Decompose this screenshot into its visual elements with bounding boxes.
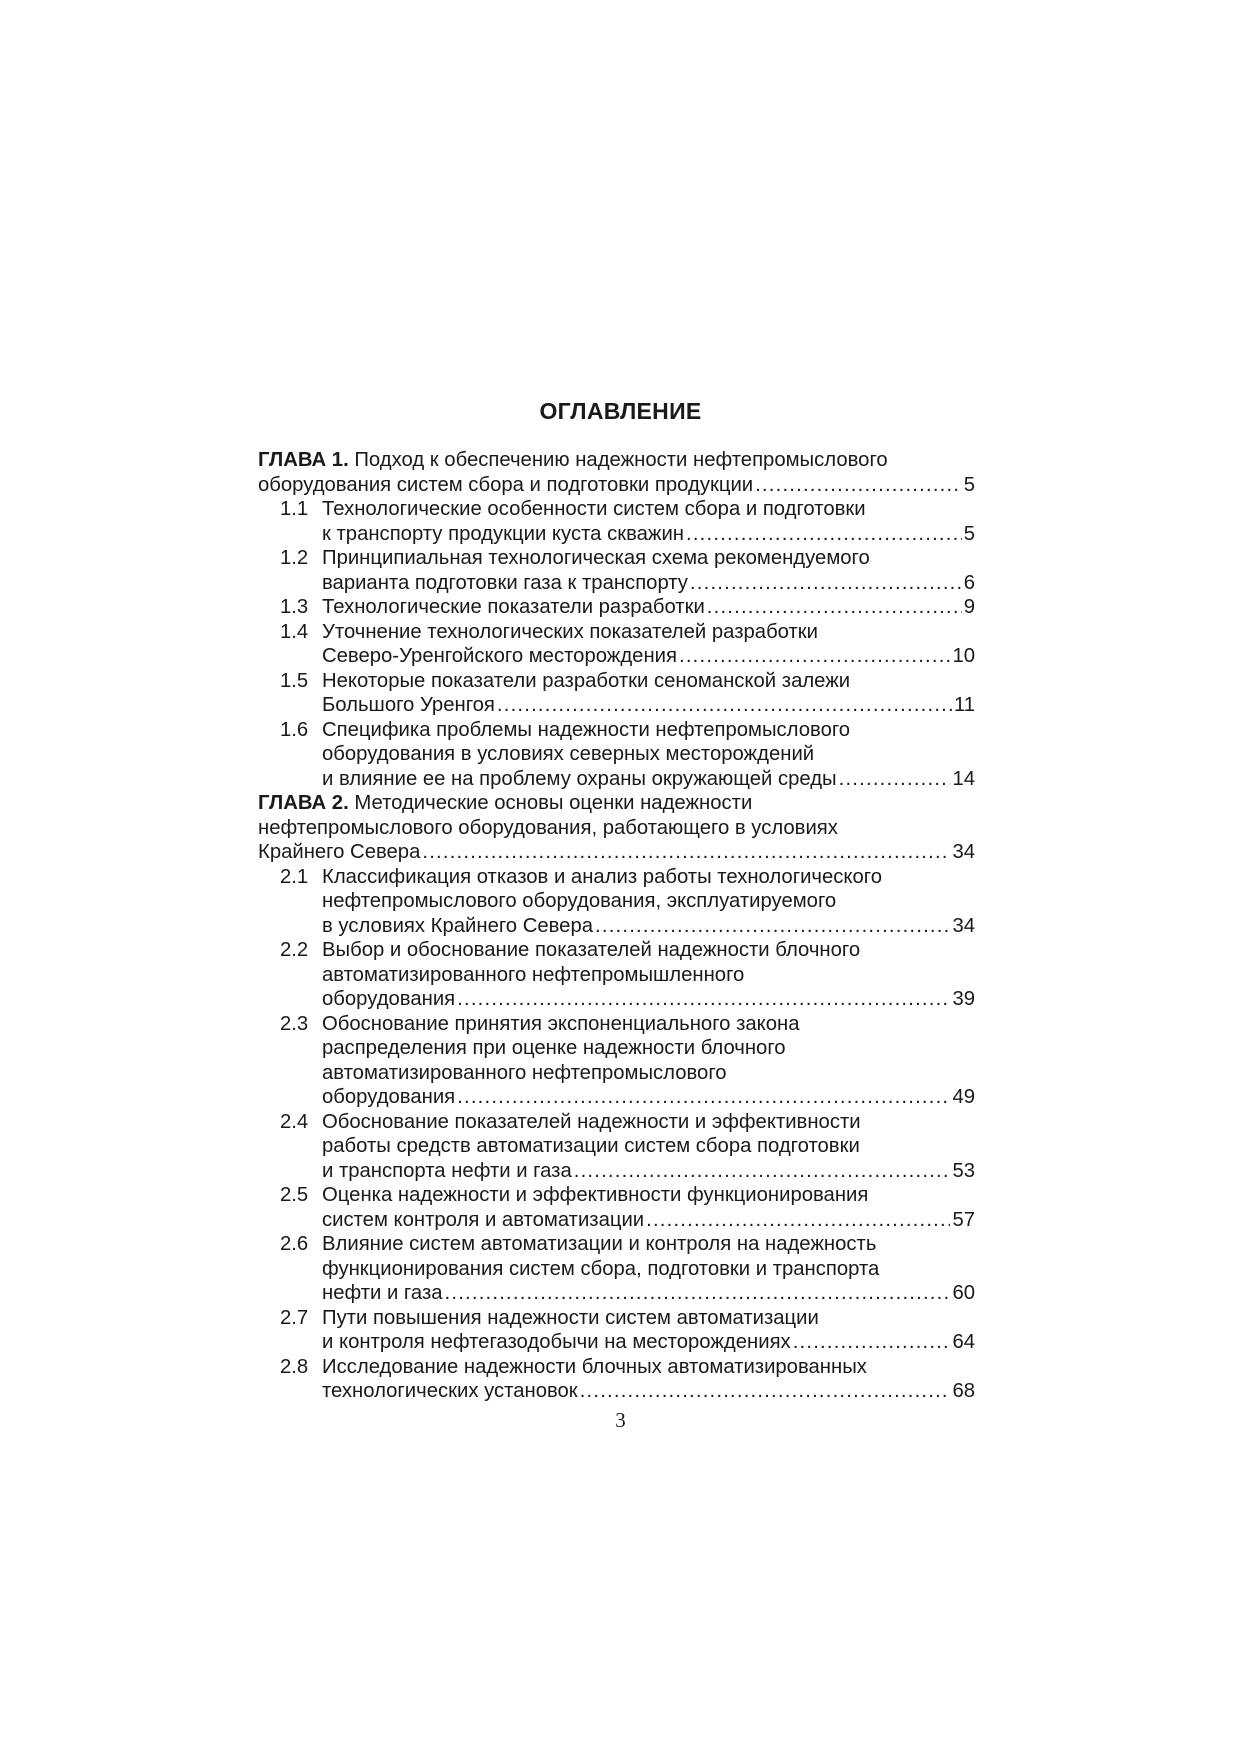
entry-text: к транспорту продукции куста скважин bbox=[322, 522, 685, 545]
toc-line-text bbox=[322, 1258, 879, 1280]
toc-line-text bbox=[280, 866, 882, 888]
toc-line bbox=[258, 497, 975, 522]
entry-text: функционирования систем сбора, подготовки и транспорта bbox=[322, 1257, 880, 1280]
toc-line bbox=[258, 1306, 975, 1331]
toc-section[interactable] bbox=[258, 1183, 975, 1232]
toc-line bbox=[258, 1379, 975, 1404]
dot-leader bbox=[686, 522, 962, 547]
entry-text: нефтепромыслового оборудования, работающего в условиях bbox=[258, 816, 838, 839]
toc-line-text bbox=[322, 1281, 443, 1306]
toc-line-text bbox=[280, 1111, 861, 1133]
section-number: 1.5 bbox=[280, 669, 309, 692]
toc-line bbox=[258, 718, 975, 743]
toc-line-text bbox=[322, 890, 836, 912]
entry-text: автоматизированного нефтепромыслового bbox=[322, 1061, 727, 1084]
toc-line bbox=[258, 791, 975, 816]
toc-line bbox=[258, 914, 975, 939]
page-ref: 49 bbox=[952, 1086, 975, 1108]
toc-line-text bbox=[322, 571, 688, 596]
toc-line bbox=[258, 620, 975, 645]
toc-line-text bbox=[280, 1356, 867, 1378]
toc-line bbox=[258, 1134, 975, 1159]
dot-leader bbox=[574, 1159, 951, 1184]
entry-text: Большого Уренгоя bbox=[322, 694, 495, 716]
toc-line-text bbox=[280, 498, 866, 520]
toc-line-text bbox=[322, 987, 455, 1012]
dot-leader bbox=[679, 644, 950, 669]
toc-line bbox=[258, 644, 975, 669]
toc-line-text bbox=[280, 670, 850, 692]
toc-line-text bbox=[280, 1184, 868, 1206]
dot-leader bbox=[707, 595, 962, 620]
dot-leader bbox=[445, 1281, 951, 1306]
page-ref: 53 bbox=[952, 1159, 975, 1182]
entry-text: оборудования bbox=[322, 988, 456, 1010]
toc-section[interactable] bbox=[258, 620, 975, 669]
page-ref: 6 bbox=[963, 571, 975, 594]
entry-text: Обоснование показателей надежности и эффективности bbox=[322, 1110, 861, 1133]
dot-leader bbox=[839, 767, 951, 792]
toc-line bbox=[258, 1036, 975, 1061]
page-ref: 10 bbox=[952, 645, 975, 667]
toc-line bbox=[258, 889, 975, 914]
section-number: 2.1 bbox=[280, 865, 309, 888]
toc-chapter[interactable] bbox=[258, 791, 975, 865]
dot-leader bbox=[457, 987, 950, 1012]
toc-line-text bbox=[322, 1208, 644, 1233]
entry-text: нефтепромыслового оборудования, эксплуатируемого bbox=[322, 890, 837, 912]
entry-text: Крайнего Севера bbox=[258, 841, 421, 863]
toc-section[interactable] bbox=[258, 1306, 975, 1355]
entry-text: Влияние систем автоматизации и контроля на надежность bbox=[322, 1233, 877, 1255]
dot-leader bbox=[422, 840, 950, 865]
dot-leader bbox=[646, 1208, 950, 1233]
toc-line-text bbox=[280, 719, 850, 741]
entry-text: оборудования в условиях северных месторождений bbox=[322, 743, 815, 765]
toc-line bbox=[258, 693, 975, 718]
toc-line bbox=[258, 473, 975, 498]
entry-text: систем контроля и автоматизации bbox=[322, 1208, 645, 1231]
toc-line-text bbox=[258, 840, 420, 865]
entry-text: нефти и газа bbox=[322, 1282, 443, 1304]
entry-text: Принципиальная технологическая схема рекомендуемого bbox=[322, 547, 870, 569]
entry-text: Технологические показатели разработки bbox=[322, 596, 705, 618]
toc-line bbox=[258, 816, 975, 841]
page-ref: 57 bbox=[952, 1208, 975, 1231]
toc-section[interactable] bbox=[258, 1110, 975, 1184]
entry-text: Технологические особенности систем сбора и подготовки bbox=[322, 498, 866, 520]
entry-text: Северо-Уренгойского месторождения bbox=[322, 645, 677, 667]
toc-line bbox=[258, 938, 975, 963]
entry-text: распределения при оценке надежности блочного bbox=[322, 1037, 786, 1059]
toc-section[interactable] bbox=[258, 1012, 975, 1110]
toc-line bbox=[258, 1183, 975, 1208]
entry-text: и контроля нефтегазодобычи на месторождениях bbox=[322, 1331, 791, 1353]
toc-line bbox=[258, 1012, 975, 1037]
toc-line bbox=[258, 963, 975, 988]
page-ref: 34 bbox=[952, 841, 975, 863]
page-ref: 60 bbox=[952, 1282, 975, 1304]
entry-text: оборудования систем сбора и подготовки продукции bbox=[258, 473, 754, 496]
entry-text: Методические основы оценки надежности bbox=[354, 792, 753, 814]
section-number: 2.6 bbox=[280, 1233, 309, 1255]
toc-line bbox=[258, 767, 975, 792]
page-ref: 11 bbox=[953, 694, 975, 716]
toc-line-text bbox=[280, 1013, 800, 1035]
toc-line bbox=[258, 1330, 975, 1355]
toc-line-text bbox=[280, 939, 860, 961]
toc-line bbox=[258, 1281, 975, 1306]
toc-line bbox=[258, 546, 975, 571]
dot-leader bbox=[497, 693, 952, 718]
section-number: 1.4 bbox=[280, 620, 309, 643]
entry-text: Специфика проблемы надежности нефтепромыслового bbox=[322, 718, 851, 741]
toc-line-text bbox=[280, 621, 818, 643]
toc-line-text bbox=[280, 1307, 819, 1329]
dot-leader bbox=[595, 914, 950, 939]
toc-line-text bbox=[322, 914, 593, 939]
page-ref: 14 bbox=[952, 767, 975, 790]
toc-line bbox=[258, 742, 975, 767]
dot-leader bbox=[690, 571, 962, 596]
toc-line-text bbox=[258, 792, 752, 814]
toc-line-text bbox=[280, 1233, 876, 1255]
toc-line-text bbox=[280, 595, 705, 620]
toc-line bbox=[258, 987, 975, 1012]
section-number: 2.8 bbox=[280, 1355, 309, 1378]
page-ref: 5 bbox=[963, 473, 975, 496]
toc-line bbox=[258, 1355, 975, 1380]
toc-line-text bbox=[322, 743, 814, 765]
toc-line-text bbox=[322, 1135, 860, 1157]
toc-line-text bbox=[322, 1037, 786, 1059]
toc-line bbox=[258, 865, 975, 890]
chapter-label: ГЛАВА 1. bbox=[258, 449, 349, 471]
page-number: 3 bbox=[615, 1408, 626, 1432]
section-number: 1.6 bbox=[280, 718, 309, 741]
entry-text: Обоснование принятия экспоненциального закона bbox=[322, 1012, 800, 1035]
entry-text: Классификация отказов и анализ работы технологического bbox=[322, 865, 883, 888]
entry-text: Пути повышения надежности систем автоматизации bbox=[322, 1306, 819, 1329]
toc-line bbox=[258, 1110, 975, 1135]
dot-leader bbox=[755, 473, 962, 498]
entry-text: автоматизированного нефтепромышленного bbox=[322, 963, 745, 986]
toc-line-text bbox=[322, 693, 495, 718]
page-ref: 39 bbox=[952, 988, 975, 1010]
page-title: ОГЛАВЛЕНИЕ bbox=[539, 398, 702, 424]
section-number: 2.3 bbox=[280, 1012, 309, 1035]
toc-line-text bbox=[322, 1159, 572, 1184]
toc-line-text bbox=[322, 1330, 791, 1355]
toc-section[interactable] bbox=[258, 497, 975, 546]
toc-line bbox=[258, 669, 975, 694]
toc-line-text bbox=[322, 964, 744, 986]
section-number: 1.3 bbox=[280, 596, 309, 618]
entry-text: и транспорта нефти и газа bbox=[322, 1159, 572, 1182]
toc-line bbox=[258, 1159, 975, 1184]
toc-line bbox=[258, 1232, 975, 1257]
toc-line bbox=[258, 1061, 975, 1086]
toc-section[interactable] bbox=[258, 546, 975, 595]
table-of-contents bbox=[258, 448, 975, 1404]
toc-line-text bbox=[258, 817, 838, 839]
page-ref: 5 bbox=[963, 522, 975, 545]
toc-section[interactable] bbox=[258, 938, 975, 1012]
toc-section[interactable] bbox=[258, 1355, 975, 1404]
dot-leader bbox=[793, 1330, 951, 1355]
entry-text: оборудования bbox=[322, 1086, 456, 1108]
toc-line bbox=[258, 571, 975, 596]
entry-text: Выбор и обоснование показателей надежности блочного bbox=[322, 939, 861, 961]
toc-line-text bbox=[322, 644, 677, 669]
toc-line-text bbox=[258, 473, 753, 498]
toc-line-text bbox=[322, 767, 837, 792]
entry-text: технологических установок bbox=[322, 1380, 578, 1402]
dot-leader bbox=[457, 1085, 950, 1110]
chapter-label: ГЛАВА 2. bbox=[258, 792, 349, 814]
toc-line bbox=[258, 1208, 975, 1233]
toc-line bbox=[258, 448, 975, 473]
entry-text: работы средств автоматизации систем сбора подготовки bbox=[322, 1135, 860, 1157]
section-number: 2.2 bbox=[280, 939, 309, 961]
toc-section[interactable] bbox=[258, 865, 975, 939]
toc-section[interactable] bbox=[258, 718, 975, 792]
entry-text: Подход к обеспечению надежности нефтепромыслового bbox=[354, 449, 888, 471]
entry-text: Оценка надежности и эффективности функционирования bbox=[322, 1184, 869, 1206]
entry-text: и влияние ее на проблему охраны окружающей среды bbox=[322, 767, 837, 790]
toc-line-text bbox=[322, 1062, 727, 1084]
section-number: 2.7 bbox=[280, 1306, 309, 1329]
page-ref: 9 bbox=[963, 596, 975, 618]
page-ref: 68 bbox=[952, 1380, 975, 1402]
toc-line bbox=[258, 840, 975, 865]
section-number: 1.1 bbox=[280, 498, 309, 520]
toc-line-text bbox=[258, 449, 888, 471]
entry-text: Исследование надежности блочных автоматизированных bbox=[322, 1355, 867, 1378]
toc-line bbox=[258, 1257, 975, 1282]
toc-line bbox=[258, 595, 975, 620]
toc-line bbox=[258, 522, 975, 547]
section-number: 2.4 bbox=[280, 1110, 309, 1133]
toc-line-text bbox=[322, 1379, 578, 1404]
page-ref: 64 bbox=[952, 1331, 975, 1353]
toc-line-text bbox=[280, 547, 870, 569]
entry-text: Некоторые показатели разработки сеноманской залежи bbox=[322, 669, 851, 692]
toc-line-text bbox=[322, 1085, 455, 1110]
toc-line bbox=[258, 1085, 975, 1110]
entry-text: в условиях Крайнего Севера bbox=[322, 914, 594, 937]
toc-section[interactable] bbox=[258, 669, 975, 718]
toc-section[interactable] bbox=[258, 1232, 975, 1306]
toc-section[interactable] bbox=[258, 595, 975, 620]
entry-text: варианта подготовки газа к транспорту bbox=[322, 571, 688, 594]
dot-leader bbox=[580, 1379, 951, 1404]
toc-chapter[interactable] bbox=[258, 448, 975, 497]
toc-line-text bbox=[322, 522, 684, 547]
page-ref: 34 bbox=[952, 914, 975, 937]
entry-text: Уточнение технологических показателей разработки bbox=[322, 620, 819, 643]
section-number: 2.5 bbox=[280, 1184, 309, 1206]
section-number: 1.2 bbox=[280, 547, 309, 569]
